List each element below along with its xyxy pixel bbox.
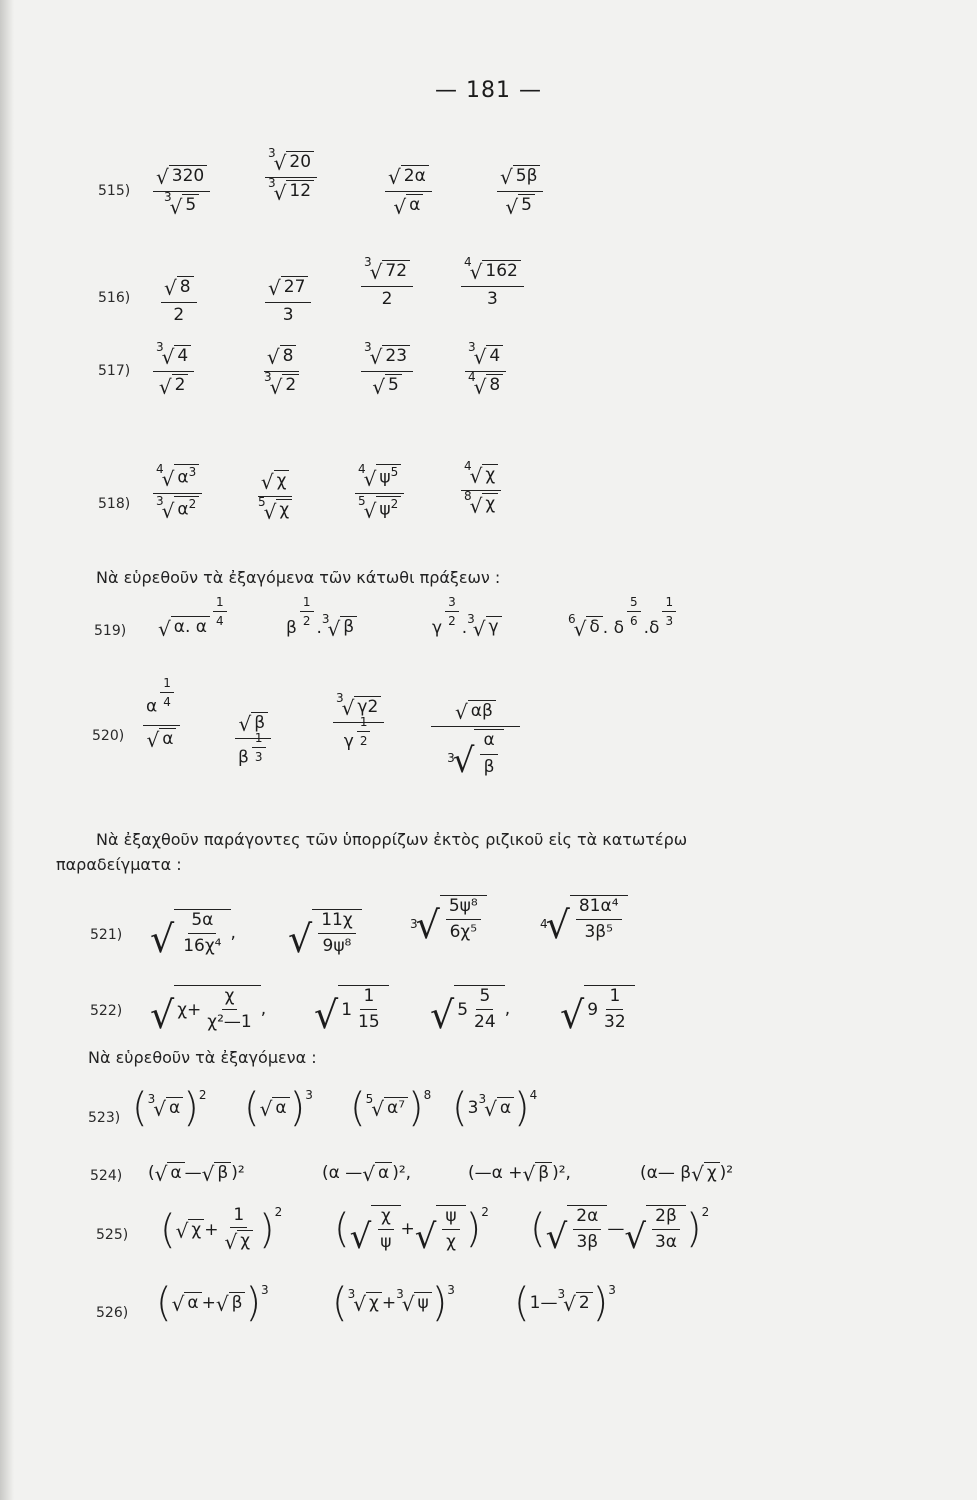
expr-521d: 4 √ $\frac{\text{81α⁴}}{\text{3β⁵}}$ bbox=[540, 895, 628, 944]
problem-label: 516) bbox=[98, 290, 131, 306]
expr-522b: √ 1 $\frac{1}{15}$ bbox=[314, 985, 389, 1034]
expr-524b: (α — √ α )², bbox=[322, 1162, 412, 1187]
expr-519b: β $\frac{1}{2}$ . 3 √ β bbox=[286, 611, 357, 644]
expr-525c: ( √ $\frac{2\alpha}{3\beta}$ — √ $\frac{2\beta}{3\alpha}$ ) 2 bbox=[530, 1205, 710, 1257]
instruction-519: Νὰ εὑρεθοῦν τὰ ἐξαγόμενα τῶν κάτωθι πράξεων : bbox=[96, 568, 501, 587]
expr-525b: ( √ $\frac{\chi}{\psi}$ + √ $\frac{\psi}{\chi}$ ) 2 bbox=[334, 1205, 489, 1257]
expr-523a: ( 3 √ α ) 2 bbox=[132, 1085, 207, 1131]
problem-label: 522) bbox=[90, 1003, 123, 1019]
problem-label: 525) bbox=[96, 1227, 129, 1243]
expr-515d: √ 5β √ 5 bbox=[494, 165, 546, 219]
instruction-521-line2: παραδείγματα : bbox=[56, 855, 182, 874]
expr-520d: √ αβ 3 √ $\frac{\alpha}{\beta}$ bbox=[428, 700, 523, 780]
problem-label: 524) bbox=[90, 1168, 123, 1184]
expr-522a: √ χ+ $\frac{\chi}{\text{χ²—1}}$ , bbox=[150, 986, 267, 1037]
expr-521a: √ $\frac{5\alpha}{\text{16χ⁴}}$ , bbox=[150, 910, 236, 961]
instruction-523: Νὰ εὑρεθοῦν τὰ ἐξαγόμενα : bbox=[88, 1048, 317, 1067]
problem-label: 518) bbox=[98, 496, 131, 512]
expr-523d: ( 3 3 √ α ) 4 bbox=[452, 1085, 538, 1131]
expr-517c: 3 √ 23 √ 5 bbox=[358, 345, 416, 399]
problem-label: 520) bbox=[92, 728, 125, 744]
expr-525a: ( √ χ + 1 √ χ ) 2 bbox=[160, 1205, 283, 1255]
expr-518d: 4 √ χ 8 √ χ bbox=[458, 464, 504, 518]
problem-label: 521) bbox=[90, 927, 123, 943]
problem-label: 517) bbox=[98, 363, 131, 379]
expr-516d: 4 √ 162 3 bbox=[458, 260, 527, 309]
expr-526c: ( 1 — 3 √ 2 ) 3 bbox=[514, 1280, 616, 1326]
expr-523b: ( √ α ) 3 bbox=[244, 1085, 313, 1131]
expr-517b: √ 8 3 √ 2 bbox=[258, 345, 305, 399]
expr-519a: √ α. α $\frac{1}{4}$ bbox=[158, 611, 230, 644]
expr-518b: √ χ 5 √ χ bbox=[252, 470, 298, 524]
expr-520b: √ β β $\frac{1}{3}$ bbox=[232, 712, 275, 774]
expr-517d: 3 √ 4 4 √ 8 bbox=[462, 345, 509, 399]
expr-518a: 4 √ $\alpha^3$ 3 √ $\alpha^2$ bbox=[150, 464, 205, 523]
expr-519c: γ $\frac{3}{2}$ . 3 √ γ bbox=[432, 611, 502, 644]
expr-522d: √ 9 $\frac{1}{32}$ bbox=[560, 985, 635, 1034]
expr-522c: √ 5 $\frac{5}{24}$ , bbox=[430, 986, 511, 1037]
expr-518c: 4 √ $\psi^5$ 5 √ $\psi^2$ bbox=[352, 464, 407, 523]
expr-520c: 3 √ γ2 γ $\frac{1}{2}$ bbox=[330, 696, 387, 758]
expr-524c: (—α + √ β )², bbox=[468, 1162, 571, 1187]
problem-label: 519) bbox=[94, 623, 127, 639]
problem-label: 523) bbox=[88, 1110, 121, 1126]
expr-523c: ( 5 √ α⁷ ) 8 bbox=[350, 1085, 432, 1131]
problem-label: 526) bbox=[96, 1305, 129, 1321]
expr-526a: ( √ α + √ β ) 3 bbox=[156, 1280, 269, 1326]
expr-517a: 3 √ 4 √ 2 bbox=[150, 345, 197, 399]
expr-516c: 3 √ 72 2 bbox=[358, 260, 416, 309]
expr-520a: α $\frac{1}{4}$ √ α bbox=[140, 690, 183, 752]
expr-516b: √ 27 3 bbox=[262, 276, 314, 325]
expr-521b: √ $\frac{11\chi}{\text{9ψ⁸}}$ bbox=[288, 909, 362, 958]
instruction-521-line1: Νὰ ἐξαχθοῦν παράγοντες τῶν ὑπορρίζων ἐκτὸς ριζικοῦ εἰς τὰ κατωτέρω bbox=[96, 830, 688, 849]
expr-524a: ( √ α — √ β )² bbox=[148, 1162, 245, 1187]
expr-515c: √ 2α √ α bbox=[382, 165, 435, 219]
expr-516a: √ 8 2 bbox=[158, 276, 200, 325]
page-number: — 181 — bbox=[435, 78, 542, 103]
expr-519d: 6 √ δ . δ $\frac{5}{6}$ .δ $\frac{1}{3}$ bbox=[568, 611, 679, 644]
expr-515b: 3 √ 20 3 √ 12 bbox=[262, 151, 320, 205]
problem-label: 515) bbox=[98, 183, 131, 199]
expr-524d: (α— β √ χ )² bbox=[640, 1162, 734, 1187]
expr-521c: 3 √ $\frac{\text{5ψ⁸}}{\text{6χ⁵}}$ bbox=[410, 895, 487, 944]
page-edge bbox=[0, 0, 14, 1500]
expr-526b: ( 3 √ χ + 3 √ ψ ) 3 bbox=[332, 1280, 455, 1326]
expr-515a: √ 320 3 √ 5 bbox=[150, 165, 213, 219]
